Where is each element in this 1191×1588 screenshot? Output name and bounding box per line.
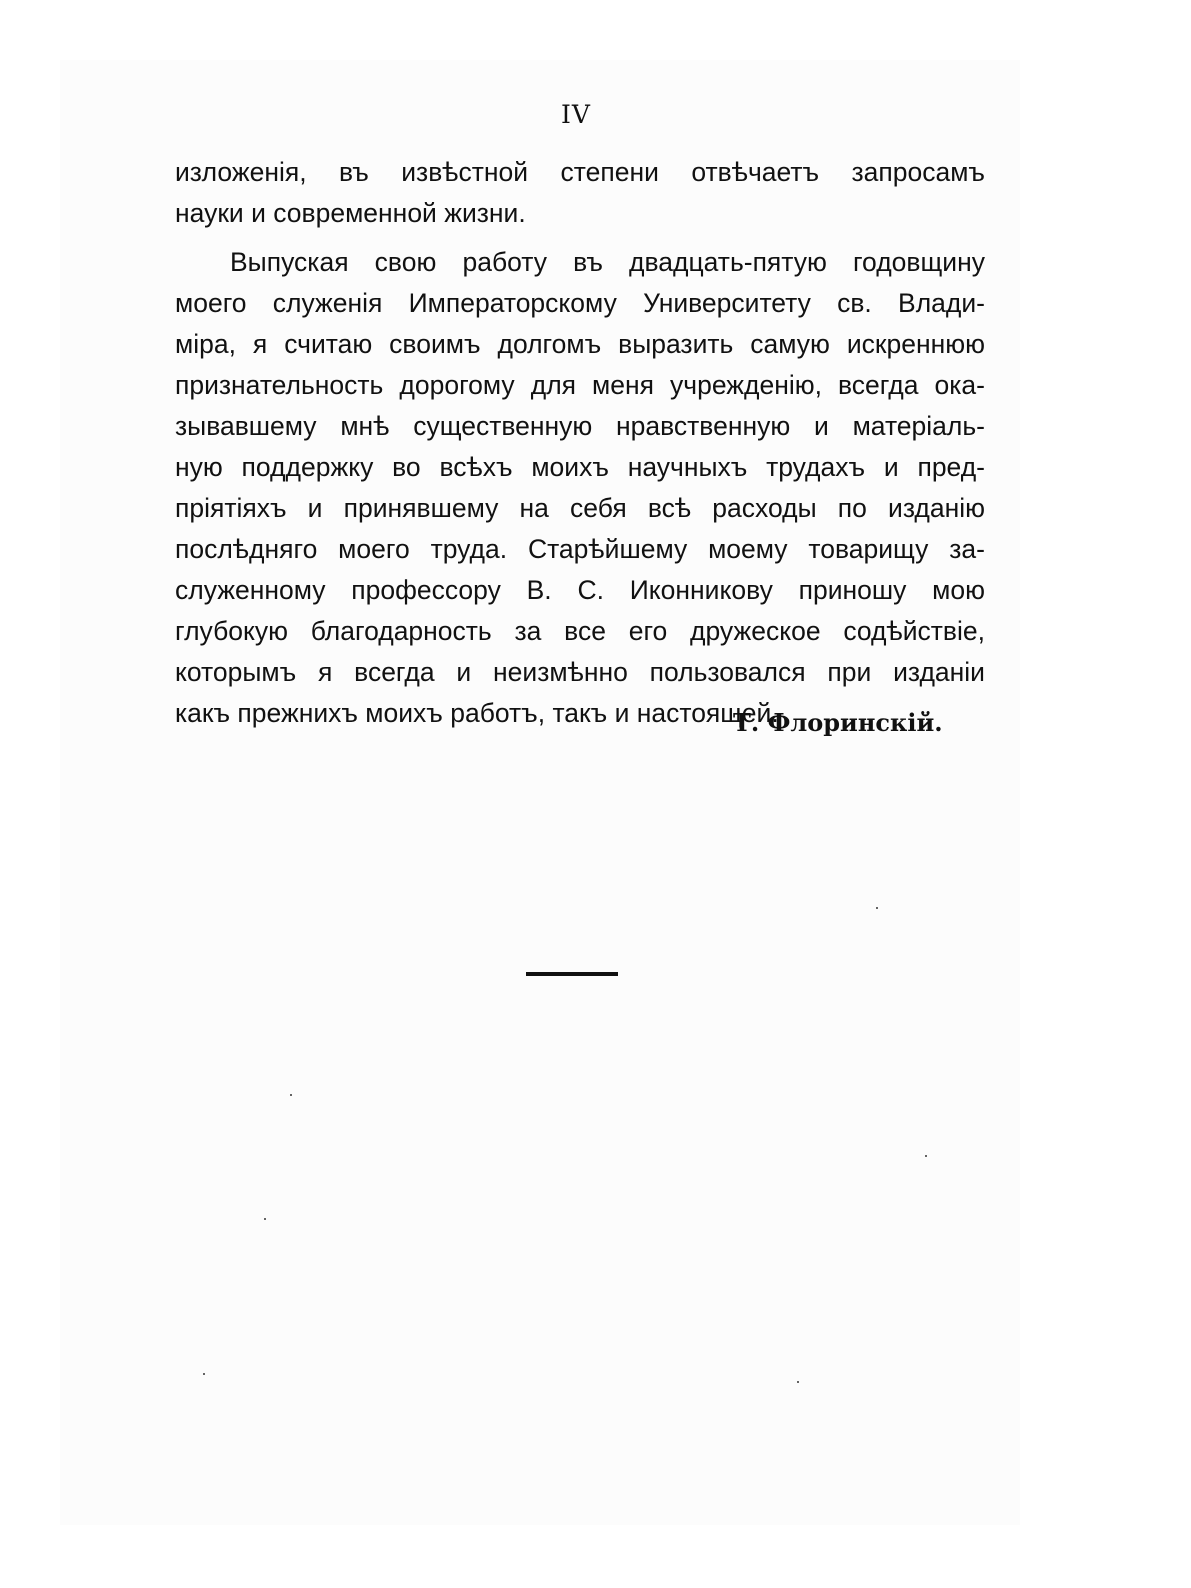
text-line: моего служенія Императорскому Университету св. Влади- (175, 288, 985, 318)
text-line: служенному профессору В. С. Иконникову приношу мою (175, 575, 985, 605)
text-line: науки и современной жизни. (175, 198, 526, 228)
text-line: которымъ я всегда и неизмѣнно пользовался при изданіи (175, 657, 985, 687)
page-number: IV (561, 100, 591, 129)
paper-speck (876, 907, 878, 909)
end-rule (526, 972, 618, 976)
text-line: ную поддержку во всѣхъ моихъ научныхъ трудахъ и пред- (175, 452, 985, 482)
text-line: міра, я считаю своимъ долгомъ выразить самую искреннюю (175, 329, 985, 359)
text-line: пріятіяхъ и принявшему на себя всѣ расходы по изданію (175, 493, 985, 523)
paper-speck (203, 1373, 205, 1375)
paper-speck (925, 1155, 927, 1157)
text-line: зывавшему мнѣ существенную нравственную и матеріаль- (175, 411, 985, 441)
paper-speck (290, 1094, 292, 1096)
text-line: Выпуская свою работу въ двадцать-пятую годовщину (230, 247, 985, 277)
text-line: глубокую благодарность за все его дружеское содѣйствіе, (175, 616, 985, 646)
text-line: изложенія, въ извѣстной степени отвѣчаетъ запросамъ (175, 157, 985, 187)
author-signature: Т. Флоринскій. (733, 708, 943, 737)
text-line: послѣдняго моего труда. Старѣйшему моему товарищу за- (175, 534, 985, 564)
body-text (175, 152, 985, 734)
paper-speck (797, 1381, 799, 1383)
text-line: какъ прежнихъ моихъ работъ, такъ и настоящей. (175, 698, 779, 728)
paper-speck (264, 1218, 266, 1220)
text-line: признательность дорогому для меня учрежденію, всегда ока- (175, 370, 985, 400)
